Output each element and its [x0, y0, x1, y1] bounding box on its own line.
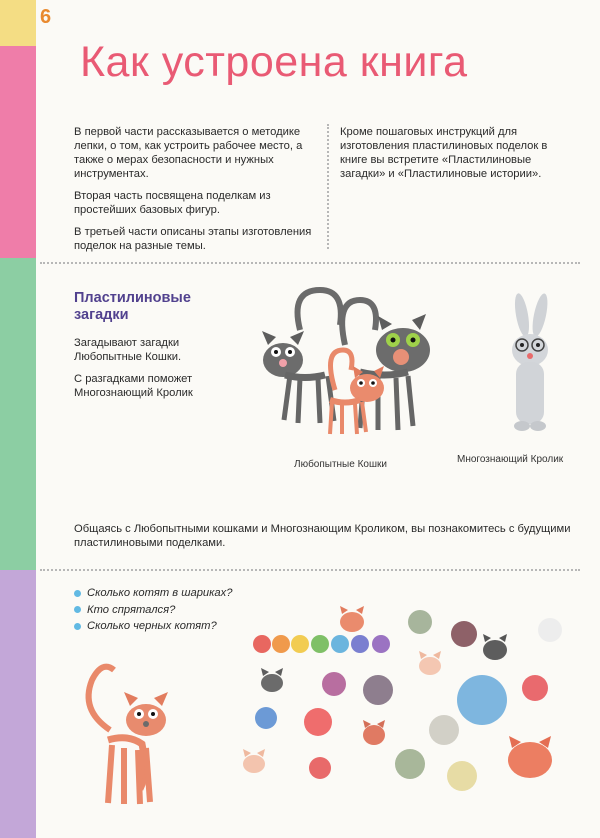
question-text: Кто спрятался? [87, 603, 176, 616]
riddles-paragraph: С разгадками поможет Многознающий Кролик [74, 373, 193, 399]
riddles-paragraph: Загадывают загадки Любопытные Кошки. [74, 337, 182, 363]
question-text: Сколько черных котят? [87, 620, 217, 632]
page-title: Как устроена книга [80, 38, 468, 86]
question-text: Сколько котят в шариках? [87, 587, 233, 599]
caption-cats: Любопытные Кошки [294, 459, 387, 470]
riddles-heading: Пластилиновые загадки [74, 290, 191, 323]
intro-right-paragraph: Кроме пошаговых инструкций для изготовления пластилиновых поделок в книге вы встретите «Пластилиновые загадки» и «Пластилиновые истории». [340, 126, 548, 180]
page-number: 6 [40, 6, 52, 28]
caption-rabbit: Многознающий Кролик [457, 454, 564, 465]
intro-paragraph: В третьей части описаны этапы изготовления поделок на разные темы. [74, 226, 312, 252]
intro-paragraph: В первой части рассказывается о методике лепки, о том, как устроить рабочее место, а также о мерах безопасности и нужных инструментах. [74, 126, 303, 180]
riddles-summary: Общаясь с Любопытными кошками и Многознающим Кроликом, вы познакомитесь с будущими пластилиновыми поделками. [74, 523, 571, 549]
ball-row [253, 635, 390, 653]
intro-paragraph: Вторая часть посвящена поделкам из простейших базовых фигур. [74, 190, 271, 216]
